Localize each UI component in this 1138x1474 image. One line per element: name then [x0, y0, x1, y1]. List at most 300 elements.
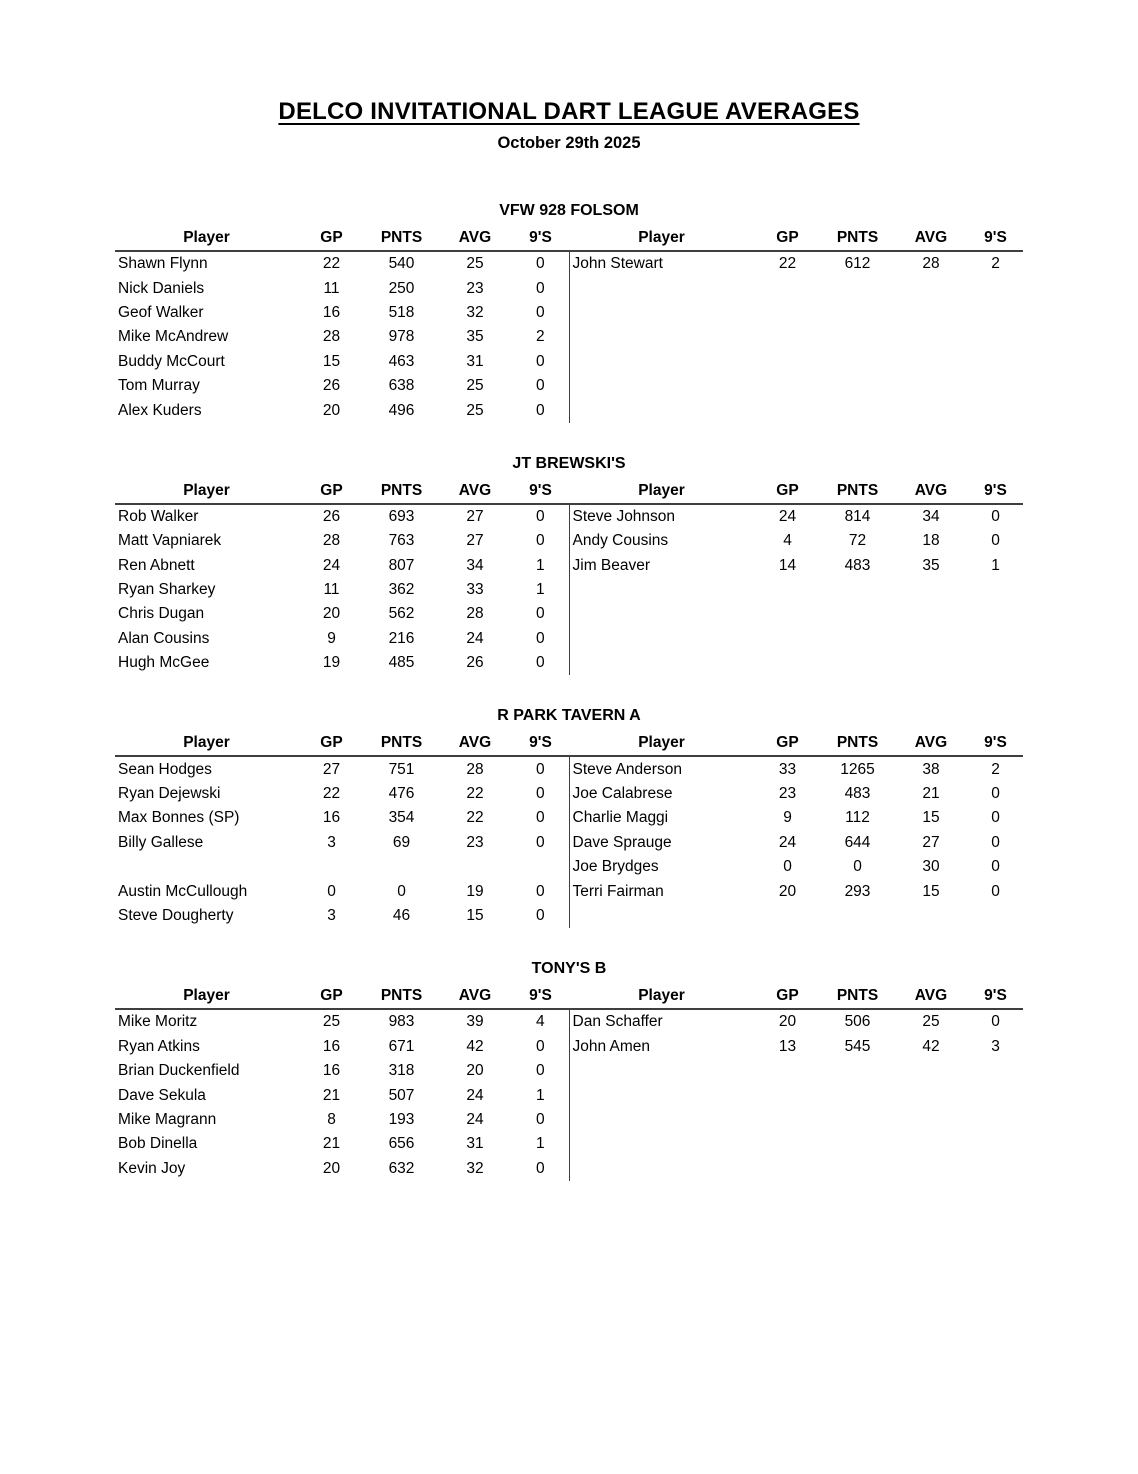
pnts-cell: 0 [397, 882, 406, 900]
pnts-cell: 354 [388, 809, 415, 827]
player-cell: Jim Beaver [569, 554, 754, 578]
table-row [115, 554, 1023, 578]
header-row [115, 223, 1023, 251]
pnts-cell: 216 [388, 629, 415, 647]
player-cell [569, 374, 754, 398]
avg-cell: 39 [466, 1013, 484, 1031]
header-row [115, 476, 1023, 504]
avg-cell [894, 1157, 968, 1181]
team-section [0, 705, 1138, 928]
avg-column-header: AVG [438, 981, 512, 1009]
pnts-column-header: PNTS [821, 476, 894, 504]
gp-column-header: GP [754, 728, 821, 756]
table-row [115, 855, 1023, 879]
nines-cell: 0 [535, 532, 545, 550]
player-cell: Ryan Sharkey [118, 581, 216, 599]
nines-cell: 0 [535, 303, 545, 321]
player-cell: Hugh McGee [118, 654, 210, 672]
gp-cell [754, 1083, 821, 1107]
page-title: DELCO INVITATIONAL DART LEAGUE AVERAGES [278, 98, 860, 125]
pnts-cell: 318 [388, 1062, 415, 1080]
nines-cell: 0 [535, 882, 545, 900]
nines-cell: 0 [535, 255, 545, 273]
pnts-cell: 978 [388, 328, 415, 346]
nines-cell: 0 [535, 1062, 545, 1080]
avg-cell: 15 [466, 907, 484, 924]
player-cell: Andy Cousins [569, 529, 754, 553]
nines-cell: 1 [535, 1135, 545, 1153]
pnts-cell: 69 [392, 833, 411, 851]
gp-cell: 24 [778, 833, 797, 851]
player-cell [569, 398, 754, 422]
pnts-cell: 763 [388, 532, 415, 550]
pnts-cell [365, 855, 438, 879]
player-cell: Geof Walker [118, 303, 204, 321]
gp-cell: 15 [322, 352, 341, 370]
avg-cell: 30 [922, 858, 940, 876]
avg-cell [894, 1132, 968, 1156]
player-cell: Joe Calabrese [569, 782, 754, 806]
avg-column-header: AVG [894, 728, 968, 756]
table-row [115, 904, 1023, 928]
gp-cell [298, 855, 365, 879]
gp-cell: 3 [327, 833, 336, 851]
player-cell [569, 301, 754, 325]
averages-table [115, 981, 1023, 1181]
gp-cell: 21 [322, 1135, 341, 1153]
nines-column-header: 9'S [512, 223, 569, 251]
nines-column-header: 9'S [512, 728, 569, 756]
avg-cell [894, 627, 968, 651]
gp-cell: 28 [322, 532, 341, 550]
nines-column-header: 9'S [512, 981, 569, 1009]
gp-cell: 24 [778, 507, 797, 525]
avg-column-header: AVG [438, 223, 512, 251]
avg-cell [894, 1059, 968, 1083]
avg-cell [438, 855, 512, 879]
pnts-cell [821, 1059, 894, 1083]
avg-cell: 22 [466, 785, 484, 803]
avg-cell: 32 [466, 303, 484, 321]
nines-cell [968, 276, 1023, 300]
player-cell [569, 1059, 754, 1083]
gp-cell [754, 276, 821, 300]
player-cell [569, 1157, 754, 1181]
nines-cell [968, 602, 1023, 626]
avg-cell [894, 1108, 968, 1132]
table-row [115, 1083, 1023, 1107]
pnts-cell [821, 627, 894, 651]
table-row [115, 1009, 1023, 1034]
avg-cell: 33 [466, 581, 484, 599]
avg-cell: 35 [922, 556, 940, 574]
player-cell: Mike McAndrew [118, 328, 229, 346]
table-row [115, 325, 1023, 349]
nines-column-header: 9'S [968, 223, 1023, 251]
avg-cell [894, 578, 968, 602]
nines-cell [968, 398, 1023, 422]
pnts-cell: 46 [392, 907, 411, 924]
averages-table [115, 223, 1023, 423]
gp-cell: 4 [783, 532, 792, 550]
player-cell: Steve Johnson [569, 504, 754, 529]
player-cell: John Amen [569, 1035, 754, 1059]
avg-cell: 28 [466, 760, 484, 778]
nines-cell [968, 627, 1023, 651]
gp-cell [754, 602, 821, 626]
pnts-cell: 632 [388, 1159, 415, 1177]
pnts-cell: 72 [848, 532, 867, 550]
gp-cell: 20 [778, 882, 797, 900]
table-row [115, 782, 1023, 806]
pnts-cell: 693 [388, 507, 415, 525]
avg-cell: 34 [466, 556, 484, 574]
player-cell [569, 627, 754, 651]
gp-column-header: GP [754, 223, 821, 251]
player-column-header: Player [569, 728, 754, 756]
nines-cell [968, 1108, 1023, 1132]
section-title: VFW 928 FOLSOM [499, 202, 639, 219]
team-section [0, 958, 1138, 1181]
pnts-cell [821, 1132, 894, 1156]
avg-cell: 15 [922, 882, 940, 900]
nines-cell: 0 [535, 907, 545, 924]
player-cell: Brian Duckenfield [118, 1062, 240, 1080]
pnts-cell: 506 [844, 1013, 871, 1031]
gp-cell: 28 [322, 328, 341, 346]
table-row [115, 1035, 1023, 1059]
player-cell: Terri Fairman [569, 879, 754, 903]
gp-cell [754, 325, 821, 349]
nines-column-header: 9'S [968, 476, 1023, 504]
gp-cell: 8 [327, 1110, 336, 1128]
gp-cell: 16 [322, 1062, 341, 1080]
pnts-cell: 483 [844, 785, 871, 803]
gp-cell: 9 [327, 629, 336, 647]
table-row [115, 251, 1023, 276]
avg-cell: 24 [466, 1086, 484, 1104]
nines-cell: 2 [991, 760, 1000, 778]
nines-cell: 4 [535, 1013, 545, 1031]
nines-cell: 0 [535, 1037, 545, 1055]
table-row [115, 1108, 1023, 1132]
pnts-cell: 507 [388, 1086, 415, 1104]
player-cell: Chris Dugan [118, 605, 205, 623]
pnts-cell: 476 [388, 785, 415, 803]
gp-cell: 20 [322, 605, 341, 623]
nines-cell: 0 [535, 1159, 545, 1177]
pnts-cell: 671 [388, 1037, 415, 1055]
player-cell: Ryan Atkins [118, 1037, 200, 1055]
avg-cell: 23 [466, 279, 484, 297]
table-row [115, 1157, 1023, 1181]
pnts-cell: 518 [388, 303, 415, 321]
avg-cell: 25 [466, 377, 484, 395]
player-cell [569, 578, 754, 602]
nines-cell: 2 [535, 328, 545, 346]
player-cell: Mike Moritz [118, 1013, 198, 1031]
header-row [115, 981, 1023, 1009]
avg-column-header: AVG [894, 223, 968, 251]
gp-cell: 25 [322, 1013, 341, 1031]
pnts-cell [821, 374, 894, 398]
section-title: TONY'S B [531, 960, 607, 978]
table-row [115, 578, 1023, 602]
gp-cell [754, 578, 821, 602]
avg-cell [894, 276, 968, 300]
player-cell: Rob Walker [118, 507, 199, 525]
table-row [115, 374, 1023, 398]
player-cell: Ryan Dejewski [118, 785, 221, 803]
gp-cell [754, 1059, 821, 1083]
player-cell: Charlie Maggi [569, 806, 754, 830]
gp-column-header: GP [754, 981, 821, 1009]
player-cell: John Stewart [569, 251, 754, 276]
nines-cell [968, 904, 1023, 928]
gp-column-header: GP [298, 476, 365, 504]
pnts-cell: 250 [388, 279, 415, 297]
gp-cell: 23 [778, 785, 797, 803]
nines-cell: 0 [991, 882, 1000, 900]
pnts-cell [821, 276, 894, 300]
player-cell: Dave Sekula [118, 1086, 206, 1104]
avg-cell [894, 904, 968, 928]
nines-cell: 0 [535, 377, 545, 395]
nines-cell [968, 1059, 1023, 1083]
avg-column-header: AVG [438, 476, 512, 504]
player-cell: Steve Dougherty [118, 907, 234, 924]
player-cell: Shawn Flynn [118, 255, 208, 273]
gp-cell: 9 [783, 809, 792, 827]
nines-cell: 0 [991, 1013, 1000, 1031]
avg-cell: 27 [466, 532, 484, 550]
table-row [115, 276, 1023, 300]
player-cell: Joe Brydges [569, 855, 754, 879]
nines-cell [968, 1132, 1023, 1156]
pnts-cell [821, 1157, 894, 1181]
gp-cell [754, 651, 821, 675]
pnts-cell [821, 301, 894, 325]
gp-cell: 16 [322, 303, 341, 321]
table-row [115, 350, 1023, 374]
gp-cell: 27 [322, 760, 341, 778]
sections-container [0, 200, 1138, 1181]
avg-cell: 38 [922, 760, 940, 778]
gp-column-header: GP [298, 728, 365, 756]
avg-column-header: AVG [894, 981, 968, 1009]
pnts-cell: 193 [388, 1110, 415, 1128]
table-row [115, 1059, 1023, 1083]
player-cell: Kevin Joy [118, 1159, 186, 1177]
nines-cell: 0 [535, 352, 545, 370]
avg-cell: 31 [466, 352, 484, 370]
nines-cell: 0 [535, 605, 545, 623]
pnts-column-header: PNTS [365, 223, 438, 251]
pnts-cell: 545 [844, 1037, 871, 1055]
table-row [115, 756, 1023, 781]
pnts-cell [821, 578, 894, 602]
player-cell: Alex Kuders [118, 401, 202, 419]
gp-cell: 26 [322, 377, 341, 395]
pnts-cell: 540 [388, 255, 415, 273]
player-cell: Ren Abnett [118, 556, 195, 574]
table-row [115, 651, 1023, 675]
avg-cell [894, 374, 968, 398]
gp-cell: 14 [778, 556, 797, 574]
gp-cell [754, 374, 821, 398]
table-row [115, 879, 1023, 903]
player-cell: Nick Daniels [118, 279, 205, 297]
avg-cell: 27 [922, 833, 940, 851]
page-date: October 29th 2025 [497, 134, 641, 152]
avg-cell [894, 325, 968, 349]
player-cell [569, 904, 754, 928]
averages-table [115, 728, 1023, 928]
nines-cell: 0 [535, 760, 545, 778]
gp-cell: 11 [323, 581, 340, 599]
gp-cell: 0 [327, 882, 336, 900]
gp-cell [754, 627, 821, 651]
gp-column-header: GP [298, 981, 365, 1009]
nines-column-header: 9'S [968, 981, 1023, 1009]
player-column-header: Player [569, 223, 754, 251]
nines-cell [968, 325, 1023, 349]
avg-cell: 23 [466, 833, 484, 851]
player-column-header: Player [115, 223, 298, 251]
pnts-cell: 807 [388, 556, 415, 574]
avg-cell [894, 651, 968, 675]
nines-cell [968, 578, 1023, 602]
table-row [115, 602, 1023, 626]
pnts-cell: 293 [844, 882, 871, 900]
avg-cell: 35 [466, 328, 484, 346]
player-column-header: Player [569, 476, 754, 504]
gp-cell [754, 350, 821, 374]
avg-cell: 42 [922, 1037, 940, 1055]
gp-cell [754, 1132, 821, 1156]
pnts-column-header: PNTS [365, 981, 438, 1009]
pnts-cell [821, 602, 894, 626]
nines-cell: 2 [991, 255, 1000, 273]
pnts-cell [821, 651, 894, 675]
avg-cell: 32 [466, 1159, 484, 1177]
nines-cell: 0 [535, 629, 545, 647]
gp-cell: 13 [778, 1037, 797, 1055]
avg-column-header: AVG [438, 728, 512, 756]
nines-cell [968, 374, 1023, 398]
nines-cell [968, 651, 1023, 675]
player-cell [569, 651, 754, 675]
gp-cell: 11 [323, 279, 340, 297]
pnts-column-header: PNTS [821, 728, 894, 756]
avg-cell: 31 [466, 1135, 484, 1153]
avg-cell: 25 [466, 401, 484, 419]
player-column-header: Player [115, 728, 298, 756]
gp-cell: 3 [327, 907, 336, 924]
player-cell: Bob Dinella [118, 1135, 198, 1153]
avg-cell [894, 350, 968, 374]
pnts-cell: 562 [388, 605, 415, 623]
player-cell: Max Bonnes (SP) [118, 809, 240, 827]
table-row [115, 504, 1023, 529]
avg-cell: 42 [466, 1037, 484, 1055]
player-column-header: Player [115, 476, 298, 504]
player-cell [569, 1083, 754, 1107]
nines-cell [968, 301, 1023, 325]
table-row [115, 806, 1023, 830]
header-row [115, 728, 1023, 756]
nines-cell [968, 1083, 1023, 1107]
avg-column-header: AVG [894, 476, 968, 504]
player-cell: Alan Cousins [118, 629, 210, 647]
pnts-cell [821, 1108, 894, 1132]
player-cell [115, 855, 298, 879]
pnts-cell [821, 1083, 894, 1107]
pnts-cell: 496 [388, 401, 415, 419]
pnts-cell: 638 [388, 377, 415, 395]
gp-cell: 33 [778, 760, 797, 778]
nines-cell [968, 350, 1023, 374]
pnts-cell [821, 350, 894, 374]
gp-cell [754, 398, 821, 422]
gp-cell: 22 [322, 785, 341, 803]
section-title: JT BREWSKI'S [512, 454, 626, 472]
pnts-cell: 362 [388, 581, 415, 599]
gp-cell: 16 [322, 1037, 341, 1055]
pnts-column-header: PNTS [365, 476, 438, 504]
averages-table [115, 476, 1023, 676]
player-column-header: Player [115, 981, 298, 1009]
gp-cell: 20 [778, 1013, 797, 1031]
avg-cell: 21 [922, 785, 940, 803]
avg-cell: 20 [466, 1062, 484, 1080]
player-cell [569, 1132, 754, 1156]
gp-cell [754, 1157, 821, 1181]
player-cell [569, 276, 754, 300]
nines-cell: 0 [535, 833, 545, 851]
gp-cell: 20 [322, 1159, 341, 1177]
pnts-cell [821, 325, 894, 349]
gp-cell: 21 [322, 1086, 341, 1104]
pnts-cell: 112 [845, 809, 870, 827]
pnts-column-header: PNTS [365, 728, 438, 756]
player-cell: Tom Murray [118, 377, 200, 395]
nines-cell: 0 [535, 1110, 545, 1128]
table-row [115, 1132, 1023, 1156]
avg-cell [894, 602, 968, 626]
avg-cell: 22 [466, 809, 484, 827]
nines-cell: 3 [991, 1037, 1000, 1055]
player-cell: Matt Vapniarek [118, 532, 222, 550]
avg-cell: 24 [466, 1110, 484, 1128]
pnts-cell [821, 904, 894, 928]
nines-cell: 0 [991, 507, 1000, 525]
player-cell: Mike Magrann [118, 1110, 217, 1128]
gp-cell: 22 [322, 255, 341, 273]
table-row [115, 398, 1023, 422]
player-column-header: Player [569, 981, 754, 1009]
gp-column-header: GP [298, 223, 365, 251]
gp-cell: 0 [783, 858, 792, 876]
pnts-column-header: PNTS [821, 223, 894, 251]
nines-cell: 0 [991, 532, 1000, 550]
avg-cell: 26 [466, 654, 484, 672]
avg-cell: 28 [922, 255, 940, 273]
player-cell: Sean Hodges [118, 760, 212, 778]
pnts-cell: 483 [844, 556, 871, 574]
nines-cell: 1 [991, 556, 1000, 574]
gp-cell [754, 1108, 821, 1132]
